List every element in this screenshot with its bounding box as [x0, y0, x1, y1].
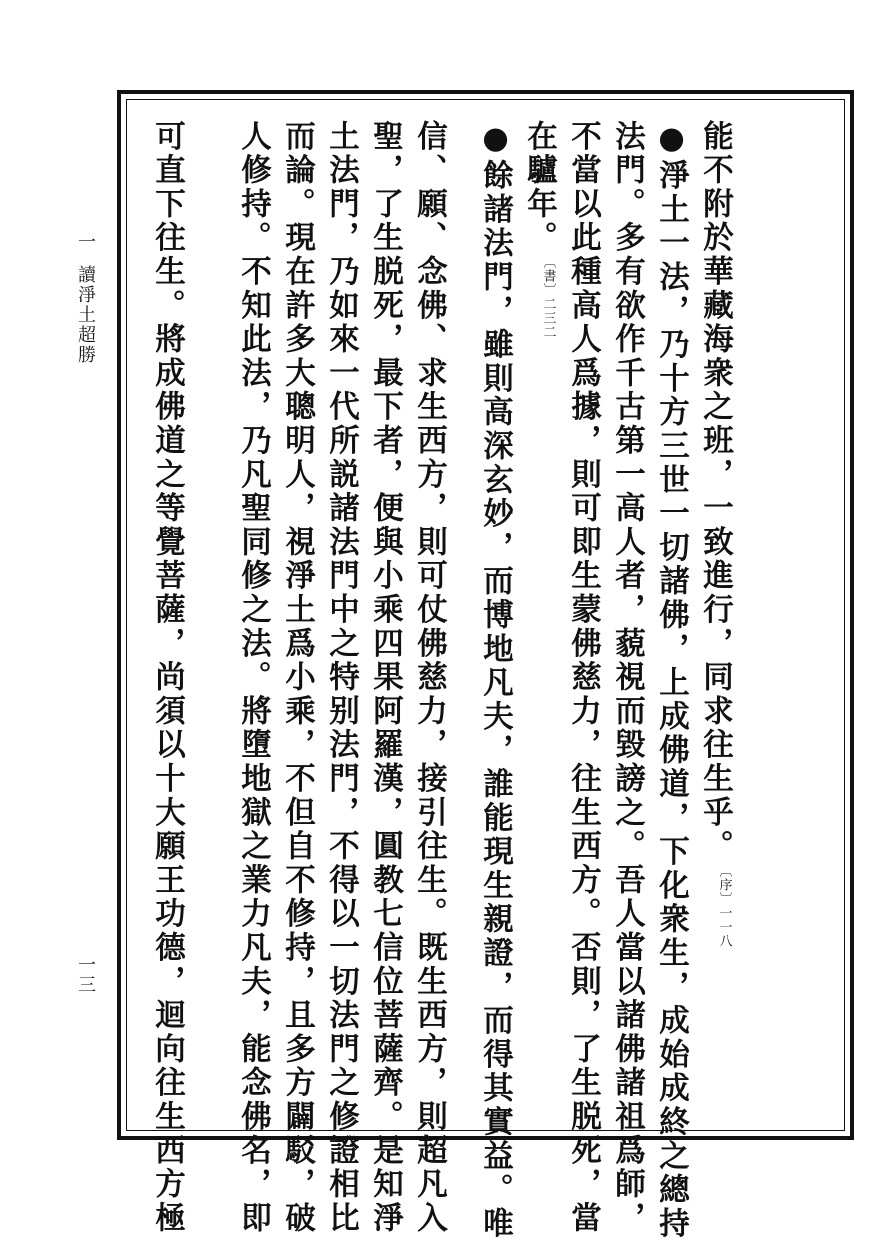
citation-note: 〔序〕一一八	[716, 863, 732, 948]
column-text: 在驢年。	[521, 120, 558, 256]
column-text: 不當以此種高人爲據，則可即生蒙佛慈力，往生西方。否則，了生脱死，當	[565, 120, 602, 1236]
column-text: ●淨土一法，乃十方三世一切諸佛，上成佛道，下化衆生，成始成終之總持	[653, 120, 690, 1241]
text-column	[477, 120, 514, 1241]
book-title: 讀淨土超勝	[75, 265, 96, 365]
text-column	[411, 120, 448, 1236]
column-text: 而論。現在許多大聰明人，視淨土爲小乘，不但自不修持，且多方闢駁，破	[279, 120, 316, 1236]
column-text: 法門。多有欲作千古第一高人者，藐視而毀謗之。吾人當以諸佛諸祖爲師，	[609, 120, 646, 1236]
citation-note: 〔書〕二三二	[540, 255, 556, 340]
text-column	[565, 120, 602, 1236]
column-text: 信、願、念佛、求生西方，則可仗佛慈力，接引往生。既生西方，則超凡入	[411, 120, 448, 1236]
text-column	[149, 120, 186, 1236]
text-column	[323, 120, 360, 1236]
column-text: 土法門，乃如來一代所説諸法門中之特别法門，不得以一切法門之修證相比	[323, 120, 360, 1236]
column-text: 能不附於華藏海衆之班，一致進行，同求往生乎。	[697, 120, 734, 864]
page-number: 一三	[75, 955, 96, 995]
text-column	[653, 120, 690, 1241]
text-column	[367, 120, 404, 1236]
text-column	[521, 120, 558, 340]
column-text: 可直下往生。將成佛道之等覺菩薩，尚須以十大願王功德，迴向往生西方極	[149, 120, 186, 1236]
text-column	[235, 120, 272, 1236]
column-text: 聖，了生脱死，最下者，便與小乘四果阿羅漢，圓教七信位菩薩齊。是知淨	[367, 120, 404, 1236]
text-column	[697, 120, 734, 948]
section-number: 一	[75, 232, 96, 252]
column-text: ●餘諸法門，雖則高深玄妙，而博地凡夫，誰能現生親證，而得其實益。唯	[477, 120, 514, 1241]
text-column	[279, 120, 316, 1236]
column-text: 人修持。不知此法，乃凡聖同修之法。將墮地獄之業力凡夫，能念佛名，即	[235, 120, 272, 1236]
text-column	[609, 120, 646, 1236]
